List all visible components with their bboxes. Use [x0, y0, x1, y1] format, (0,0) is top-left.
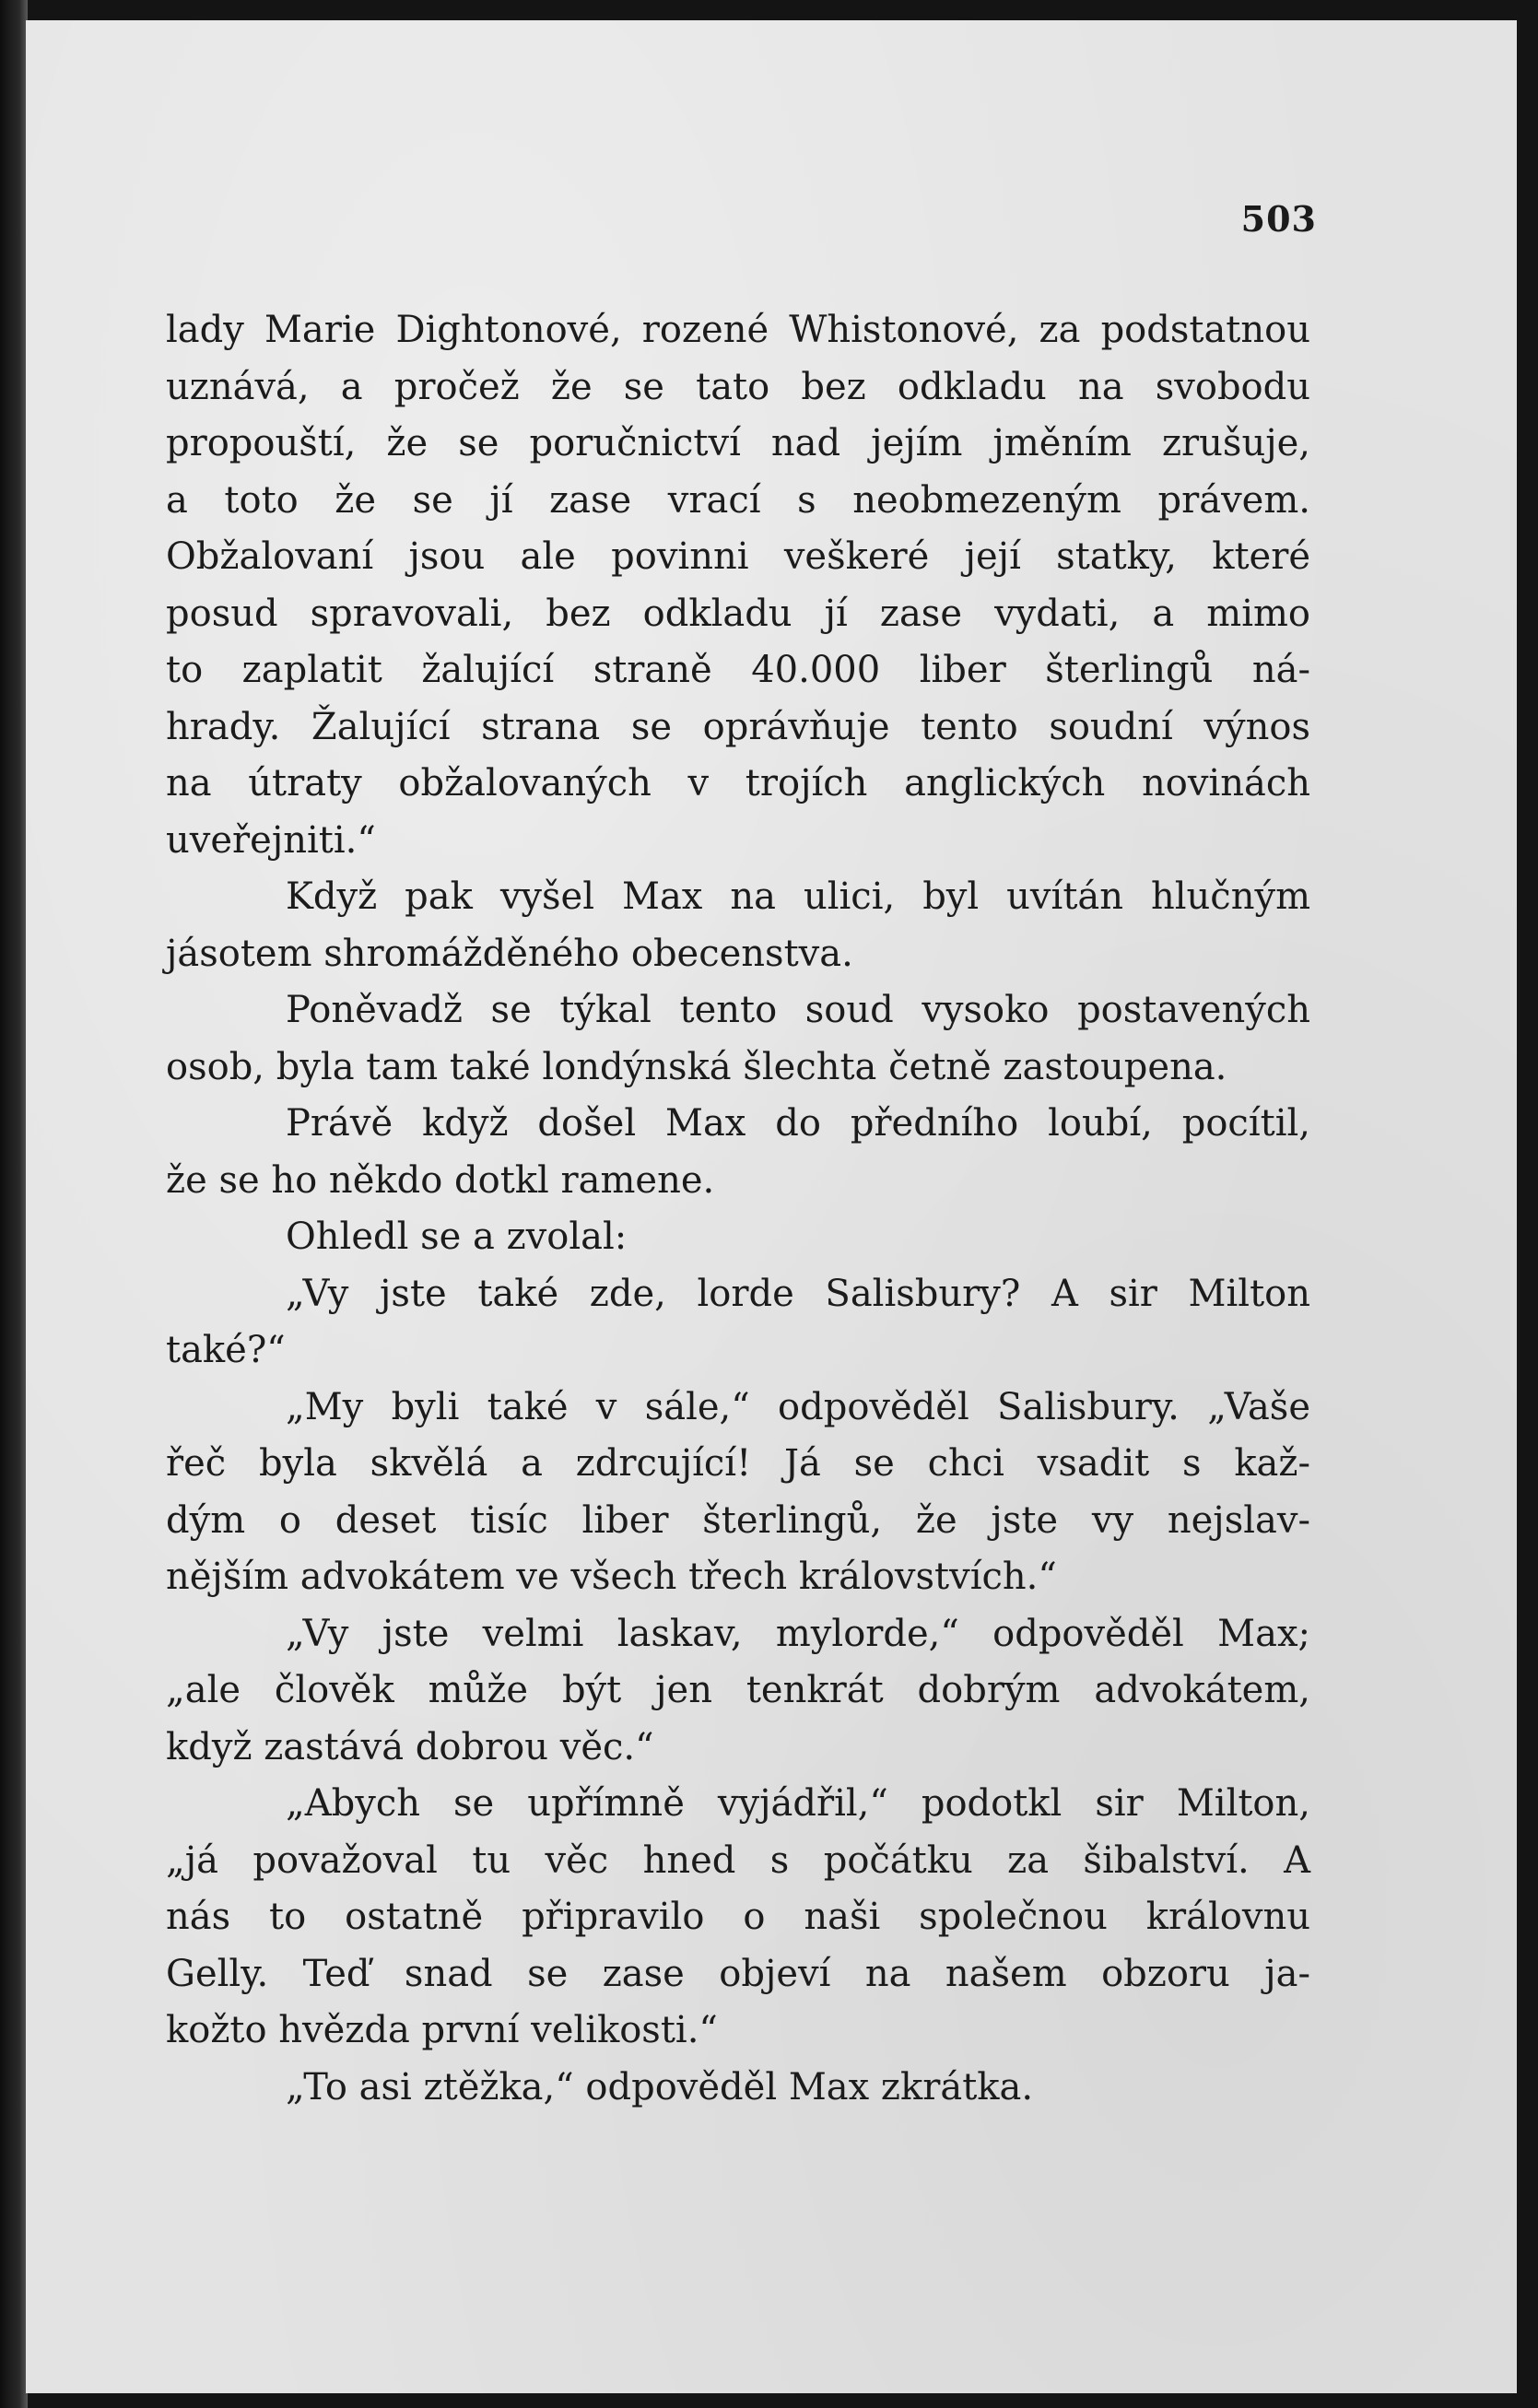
book-spine-edge	[0, 0, 28, 2408]
text-line: „My byli také v sále,“ odpověděl Salisbury. „Vaše	[286, 1385, 1310, 1428]
text-line: osob, byla tam také londýnská šlechta četně zastoupena.	[166, 1045, 1227, 1088]
text-line: posud spravovali, bez odkladu jí zase vydati, a mimo	[166, 592, 1310, 635]
text-line: „To asi ztěžka,“ odpověděl Max zkrátka.	[286, 2065, 1034, 2108]
body-text	[166, 302, 1310, 2116]
text-line: nás to ostatně připravilo o naši společnou královnu	[166, 1896, 1310, 1938]
text-line: Když pak vyšel Max na ulici, byl uvítán hlučným	[286, 875, 1310, 918]
text-line: Poněvadž se týkal tento soud vysoko postavených	[286, 989, 1310, 1031]
text-line: na útraty obžalovaných v trojích anglických novinách	[166, 762, 1310, 805]
text-line: lady Marie Dightonové, rozené Whistonové, za podstatnou	[166, 309, 1310, 351]
text-line: hrady. Žalující strana se oprávňuje tento soudní výnos	[166, 705, 1310, 748]
text-line: „ale člověk může být jen tenkrát dobrým advokátem,	[166, 1669, 1310, 1711]
text-line: řeč byla skvělá a zdrcující! Já se chci vsadit s kaž-	[166, 1442, 1310, 1485]
text-line: uveřejniti.“	[166, 818, 376, 862]
text-line: „Vy jste také zde, lorde Salisbury? A sir Milton	[286, 1272, 1310, 1315]
text-line: „Vy jste velmi laskav, mylorde,“ odpověděl Max;	[286, 1612, 1310, 1655]
text-line: to zaplatit žalující straně 40.000 liber šterlingů ná-	[166, 649, 1310, 691]
text-line: uznává, a pročež že se tato bez odkladu na svobodu	[166, 365, 1310, 408]
text-line: kožto hvězda první velikosti.“	[166, 2009, 718, 2051]
page-number: 503	[1240, 198, 1317, 240]
text-line: „Abych se upřímně vyjádřil,“ podotkl sir Milton,	[286, 1782, 1310, 1825]
text-line: jásotem shromážděného obecenstva.	[166, 932, 853, 975]
text-line: propouští, že se poručnictví nad jejím jměním zrušuje,	[166, 422, 1310, 464]
text-line: Právě když došel Max do předního loubí, pocítil,	[286, 1102, 1310, 1145]
text-line: nějším advokátem ve všech třech královstvích.“	[166, 1556, 1057, 1598]
text-line: Ohledl se a zvolal:	[286, 1216, 628, 1258]
text-line: když zastává dobrou věc.“	[166, 1725, 654, 1768]
text-line: „já považoval tu věc hned s počátku za šibalství. A	[166, 1838, 1310, 1882]
text-line: že se ho někdo dotkl ramene.	[166, 1158, 715, 1202]
text-line: a toto že se jí zase vrací s neobmezeným právem.	[166, 478, 1310, 522]
text-line: dým o deset tisíc liber šterlingů, že jste vy nejslav-	[166, 1498, 1310, 1542]
text-line: také?“	[166, 1329, 286, 1371]
text-line: Obžalovaní jsou ale povinni veškeré její statky, které	[166, 535, 1310, 578]
text-line: Gelly. Teď snad se zase objeví na našem obzoru ja-	[166, 1952, 1310, 1995]
